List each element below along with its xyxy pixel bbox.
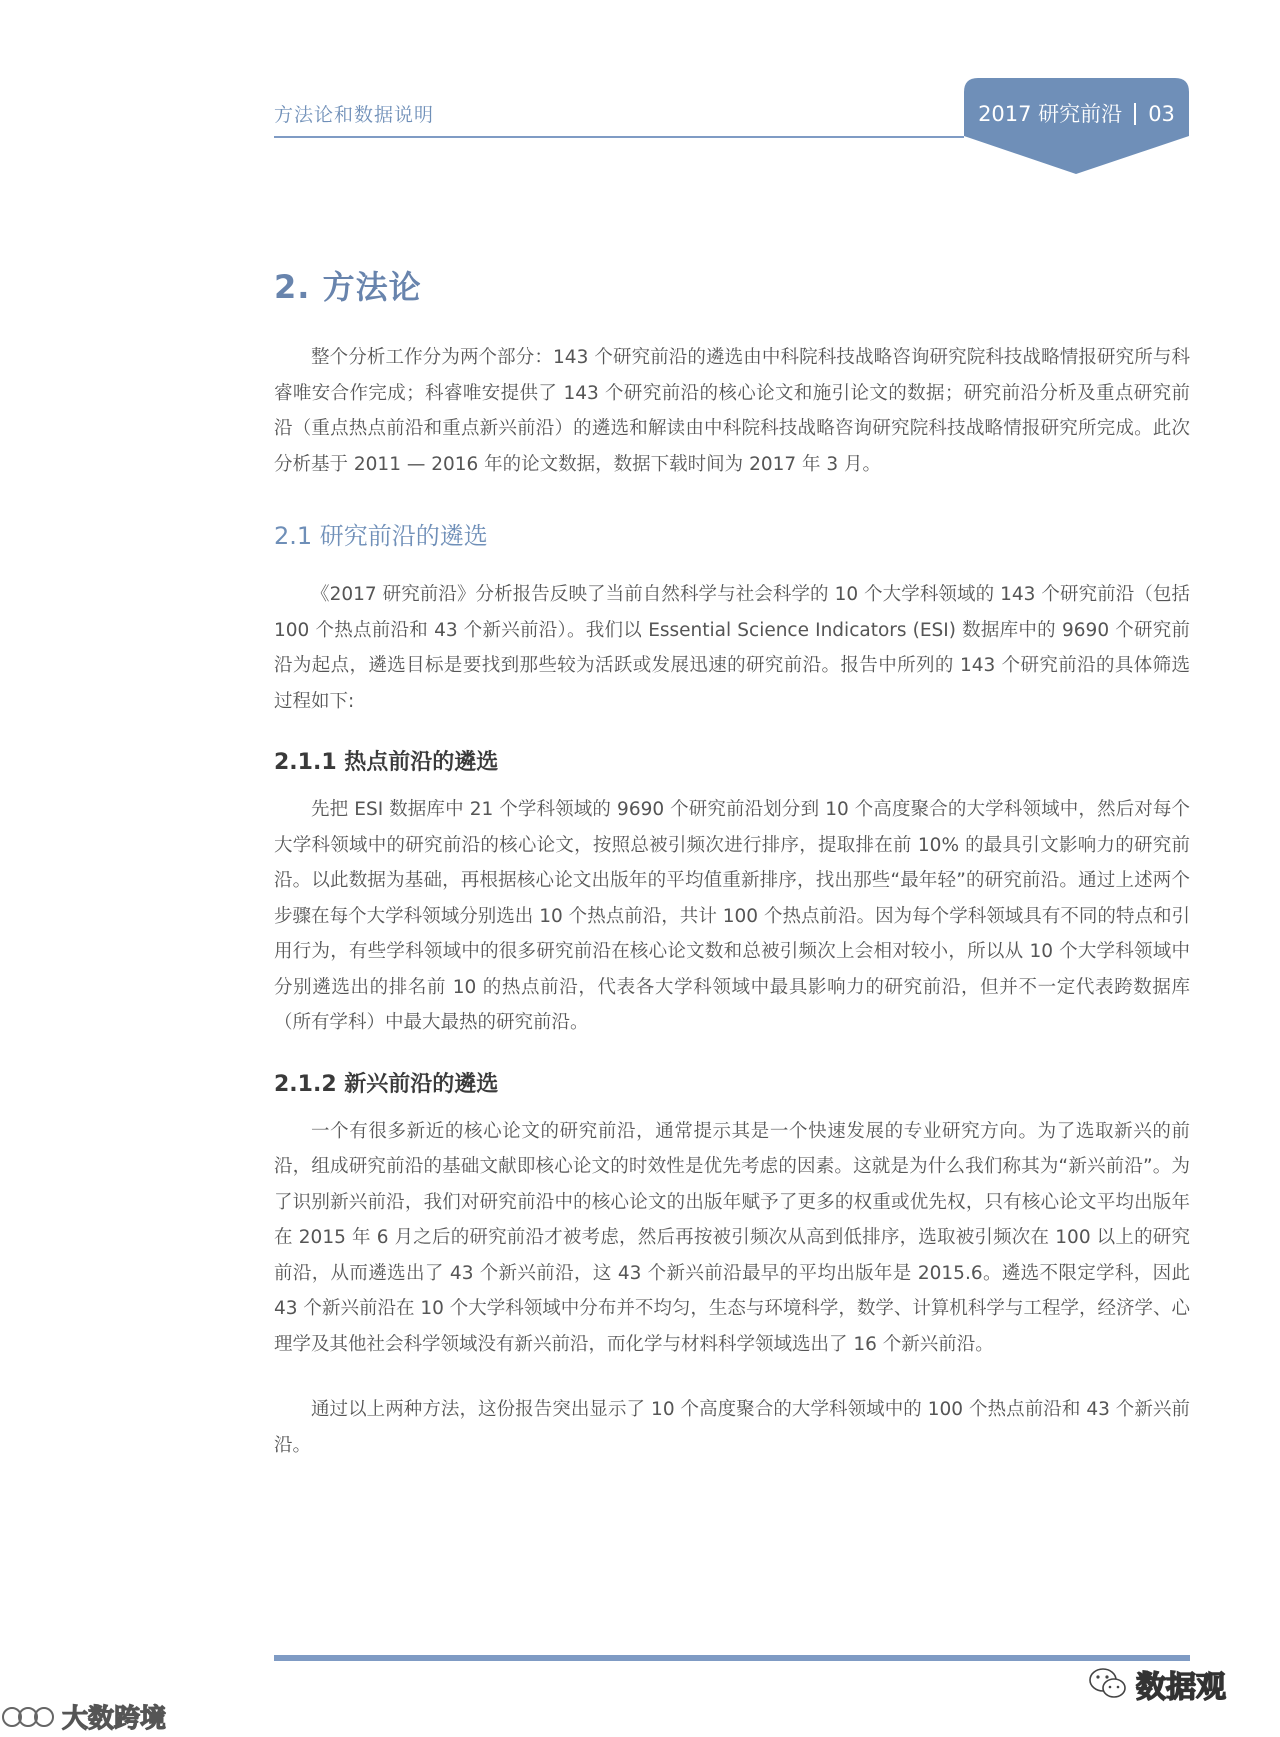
wechat-icon: [1088, 1666, 1128, 1702]
running-header: [274, 86, 964, 136]
watermark-left-text: 大数跨境: [62, 1704, 167, 1734]
hot-fronts-title: 2.1.1 热点前沿的遴选: [274, 750, 499, 775]
subsection-paragraph: 《2017 研究前沿》分析报告反映了当前自然科学与社会科学的 10 个大学科领域的 143 个研究前沿（包括 100 个热点前沿和 43 个新兴前沿）。我们以 Essential Science Indicators (ESI) 数据库中的 9690 个研究前沿为起点，遴选目标是要找到那些较为活跃或发展迅速的研究前沿。报告中所列的 143 个研究前沿的具体筛选过程如下:: [274, 584, 1190, 712]
page-content: [274, 262, 1190, 1463]
hot-fronts-paragraph: 先把 ESI 数据库中 21 个学科领域的 9690 个研究前沿划分到 10 个高度聚合的大学科领域中，然后对每个大学科领域中的研究前沿的核心论文，按照总被引频次进行排序，提取排在前 10% 的最具引文影响力的研究前沿。以此数据为基础，再根据核心论文出版年的平均值重新排序，找出那些“最年轻”的研究前沿。通过上述两个步骤在每个大学科领域分别选出 10 个热点前沿，共计 100 个热点前沿。因为每个学科领域具有不同的特点和引用行为，有些学科领域中的很多研究前沿在核心论文数和总被引频次上会相对较小，所以从 10 个大学科领域中分别遴选出的排名前 10 的热点前沿，代表各大学科领域中最具影响力的研究前沿，但并不一定代表跨数据库（所有学科）中最大最热的研究前沿。: [274, 799, 1190, 1033]
watermark-right: [1088, 1662, 1226, 1706]
brand-logo-icon: [0, 1701, 56, 1733]
header-tab-text: [964, 98, 1189, 128]
header-tab-separator: [1134, 103, 1136, 125]
emerging-fronts-paragraph: 一个有很多新近的核心论文的研究前沿，通常提示其是一个快速发展的专业研究方向。为了选取新兴的前沿，组成研究前沿的基础文献即核心论文的时效性是优先考虑的因素。这就是为什么我们称其为“新兴前沿”。为了识别新兴前沿，我们对研究前沿中的核心论文的出版年赋予了更多的权重或优先权，只有核心论文平均出版年在 2015 年 6 月之后的研究前沿才被考虑，然后再按被引频次从高到低排序，选取被引频次在 100 以上的研究前沿，从而遴选出了 43 个新兴前沿，这 43 个新兴前沿最早的平均出版年是 2015.6。遴选不限定学科，因此 43 个新兴前沿在 10 个大学科领域中分布并不均匀，生态与环境科学，数学、计算机科学与工程学，经济学、心理学及其他社会科学领域没有新兴前沿，而化学与材料科学领域选出了 16 个新兴前沿。: [274, 1120, 1190, 1355]
emerging-fronts-title: 2.1.2 新兴前沿的遴选: [274, 1071, 499, 1097]
header-tab: [964, 78, 1189, 174]
conclusion-paragraph: 通过以上两种方法，这份报告突出显示了 10 个高度聚合的大学科领域中的 100 个热点前沿和 43 个新兴前沿。: [274, 1399, 1190, 1456]
intro-paragraph: 整个分析工作分为两个部分：143 个研究前沿的遴选由中科院科技战略咨询研究院科技战略情报研究所与科睿唯安合作完成；科睿唯安提供了 143 个研究前沿的核心论文和施引论文的数据；研究前沿分析及重点研究前沿（重点热点前沿和重点新兴前沿）的遴选和解读由中科院科技战略咨询研究院科技战略情报研究所完成。此次分析基于 2011 — 2016 年的论文数据，数据下载时间为 2017 年 3 月。: [274, 347, 1190, 475]
section-title: 2. 方法论: [274, 268, 422, 306]
header-rule: [274, 136, 964, 138]
page-number: 03: [1148, 102, 1175, 126]
header-tab-title: 2017 研究前沿: [978, 102, 1123, 126]
subsection-title: 2.1 研究前沿的遴选: [274, 522, 488, 550]
footer-rule: [274, 1655, 1190, 1661]
watermark-right-text: 数据观: [1136, 1670, 1226, 1705]
header-section-label: 方法论和数据说明: [274, 104, 435, 126]
watermark-left: [0, 1698, 166, 1735]
